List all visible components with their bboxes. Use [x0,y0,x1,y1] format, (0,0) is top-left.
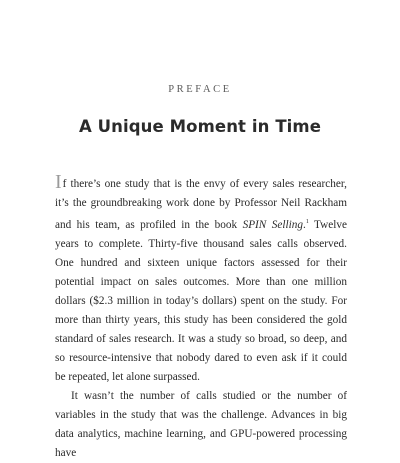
paragraph-1-text-end: Twelve years to complete. Thirty-five thousand sales calls observed. One hundred and sixteen unique factors assessed for their potential impact on sales outcomes. More than one million dollars ($2.3 million in today’s dollars) spent on the study. For more than thirty years, this study has been considered the gold standard of sales research. It was a study so broad, so deep, and so resource-intensive that nobody dared to even ask if it could be repeated, let alone surpassed. [55,219,347,383]
footnote-marker: 1 [305,219,309,225]
paragraph-1-text-start: f there’s one study that is the envy of every sales researcher, it’s the groundbreaking work done by Professor Neil Rackham and his team, as profiled in the book [55,178,347,231]
book-title-reference: SPIN Selling [242,219,303,231]
chapter-title: A Unique Moment in Time [78,117,322,136]
section-label: PREFACE [168,84,232,95]
paragraph-2: It wasn’t the number of calls studied or the number of variables in the study that was the challenge. Advances in big data analytics, machine learning, and GPU-powered processing have [55,390,347,459]
paragraph-1: If there’s one study that is the envy of every sales researcher, it’s the groundbreaking work done by Professor Neil Rackham and his team, as profiled in the book SPIN Selling.$^1$ Twelve years to complete. Thirty-five thousand sales calls observed. One hundred and sixteen unique factors assessed for their potential impact on sales outcomes. More than one million dollars ($2.3 million in today’s dollars) spent on the study. For more than thirty years, this study has been considered the gold standard of sales research. It was a study so broad, so deep, and so resource-intensive that nobody dared to even ask if it could be repeated, let alone surpassed. [55,171,347,383]
drop-cap: I [55,171,62,193]
body-text [55,172,347,463]
